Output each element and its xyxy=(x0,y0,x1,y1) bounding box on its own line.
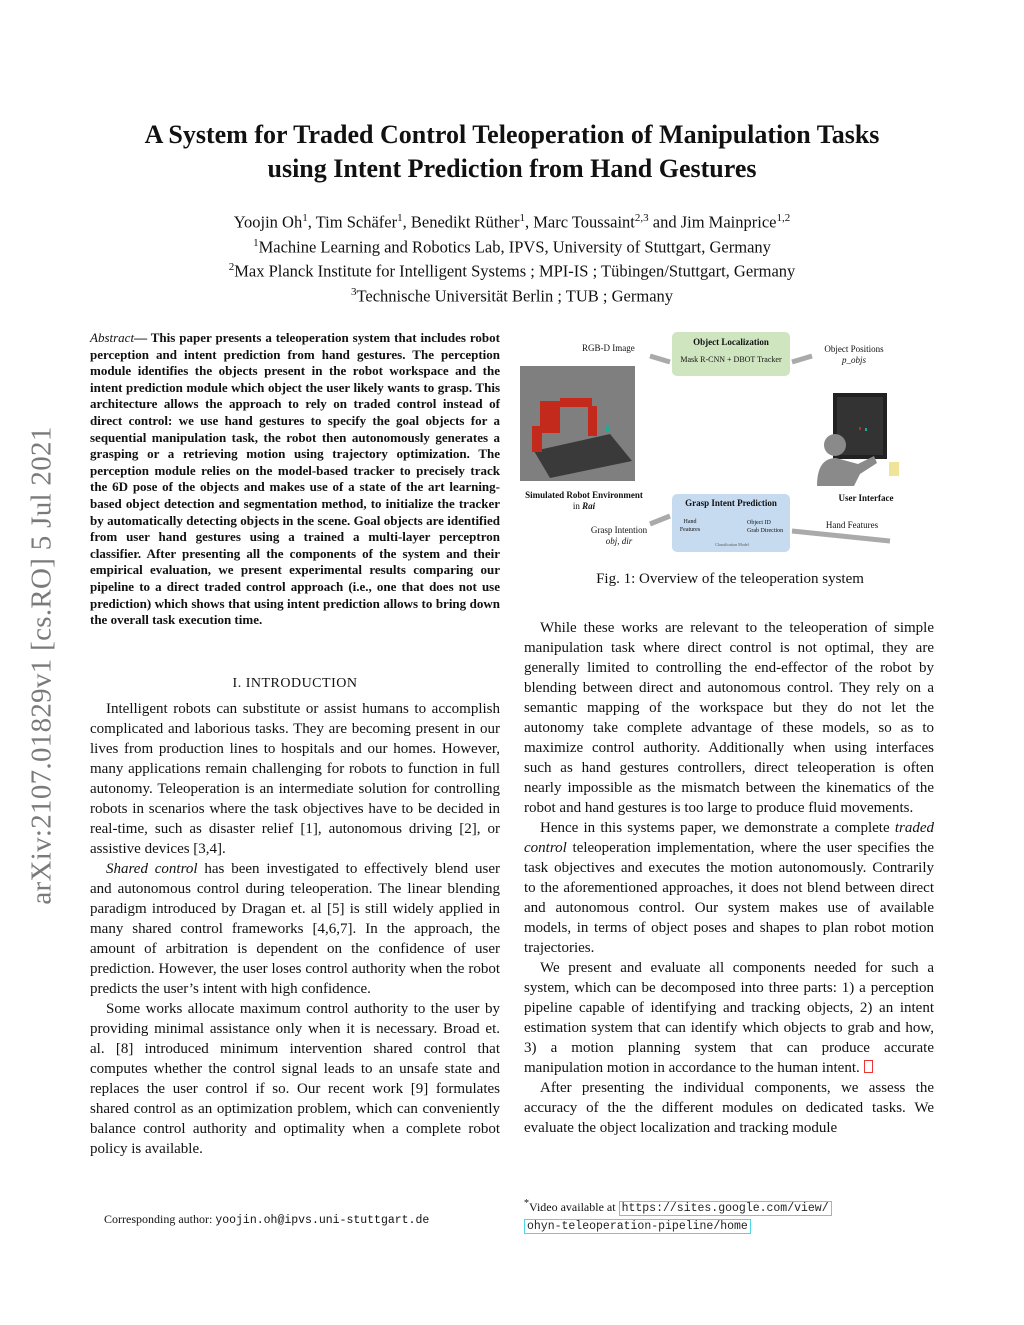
paragraph: After presenting the individual components, we assess the accuracy of the the different modules on dedicated tasks. We evaluate the object localization and tracking module xyxy=(524,1080,934,1136)
footnote-link-marker[interactable] xyxy=(864,1060,873,1073)
affiliation-text: Machine Learning and Robotics Lab, IPVS, University of Stuttgart, Germany xyxy=(258,237,771,256)
box-object-localization-title: Object Localization xyxy=(693,337,769,347)
affiliation xyxy=(80,282,944,307)
right-column-body xyxy=(524,618,934,1138)
author-name: , Benedikt Rüther xyxy=(402,212,520,232)
arrow-grasp-to-intention xyxy=(650,516,670,524)
screen-object-red xyxy=(859,427,861,430)
paragraph-text: We present and evaluate all components needed for such a system, which can be decomposed into three parts: 1) a perception pipeline capable of identifying and tracking objects, 2) an intent estimation system that can identify which objects to grab and how, 3) a motion planning system that can produce accurate manipulation motion in accordance to the human intent. xyxy=(524,960,934,1076)
user-body xyxy=(817,456,877,486)
box-grasp-output-1: Object ID xyxy=(747,520,771,526)
abstract-text: — This paper presents a teleoperation system that includes robot perception and intent prediction from hand gestures. The perception module identifies the objects present in the robot workspace and the intent prediction module which object the user likely wants to grasp. This architecture allows the approach to rely on traded control instead of direct control: we use hand gestures to specify the goal objects for a sequential manipulation task, the robot then autonomously generates a grasping or a retrieving motion using trajectory optimization. The perception module relies on the model-based tracker to precisely track the 6D pose of the objects and makes use of a state of the art learning-based object detection and segmentation method, to initialize the tracker by automatically detecting objects in the scene. Goal objects are identified from user hand gestures using a trained a multi-layer perceptron classifier. After presenting all the components of the system and their empirical evaluation, we present experimental results comparing our pipeline to a direct traded control approach (i.e., one that does not use prediction) which shows that using intent prediction allows to bring down the overall task execution time. xyxy=(90,330,500,628)
sim-object xyxy=(605,426,610,431)
label-grasp-intention-symbol: obj, dir xyxy=(605,536,633,546)
box-object-localization-sub: Mask R-CNN + DBOT Tracker xyxy=(680,355,782,364)
label-object-positions xyxy=(812,344,896,366)
paragraph xyxy=(524,818,934,958)
box-grasp-outputs xyxy=(747,519,783,535)
section-heading-introduction: I. INTRODUCTION xyxy=(232,676,358,691)
author-sup: 1 xyxy=(397,212,403,224)
author-name: and Jim Mainprice xyxy=(648,212,777,232)
box-grasp-input: Hand Features xyxy=(679,519,701,533)
label-sim-env xyxy=(520,490,648,512)
affiliation-sup: 1 xyxy=(253,236,259,249)
label-object-positions-text: Object Positions xyxy=(824,344,884,354)
author-sup: 1,2 xyxy=(776,212,791,224)
paragraph: While these works are relevant to the teleoperation of simple manipulation task where direct control is not optimal, they are generally limited to controlling the end-effector of the robot by blending between direct and autonomous control. They rely on a semantic mapping of the workspace but they do not let the autonomy take complete advantage of these models, so as to maximize control authority. Additionally when using interfaces such as hand gestures controllers, direct teleoperation is often nearly impossible as the mismatch between the kinematics of the robot and hand gestures is too large to produce fluid movements. xyxy=(524,620,934,816)
corresponding-author xyxy=(104,1212,429,1227)
affiliation-text: Technische Universität Berlin ; TUB ; Germany xyxy=(356,286,674,305)
paragraph-text: teleoperation implementation, where the user specifies the task objectives and executes the motion autonomously. Contrarily to the aforementioned approaches, it does not blend between direct and autonomous control. Our system makes use of available models, in terms of object poses and shapes to plan robot motion trajectories. xyxy=(524,840,934,956)
figure-overview xyxy=(520,326,940,566)
paper-title xyxy=(80,118,944,186)
affiliation xyxy=(80,257,944,282)
paragraph xyxy=(524,958,934,1078)
paragraph: Some works allocate maximum control authority to the user by providing minimal assistance only when it is necessary. Broad et. al. [8] introduced minimum intervention shared control that computes whether the control signal leads to an unsafe state and replaces the user control if so. Our recent work [9] formulates shared control as an optimization problem, which can conveniently balance control authority and optimality when a complete robot policy is available. xyxy=(90,1001,500,1157)
left-column-body xyxy=(90,699,500,1159)
label-rgbd: RGB-D Image xyxy=(582,343,635,353)
abstract-label: Abstract xyxy=(90,330,135,345)
robot-body xyxy=(540,401,560,433)
footnote-text: Video available at xyxy=(529,1200,619,1214)
box-grasp-output-2: Grab Direction xyxy=(747,528,784,534)
title-line-1: A System for Traded Control Teleoperation of Manipulation Tasks xyxy=(144,120,880,149)
author-name: , Marc Toussaint xyxy=(524,212,635,232)
box-grasp-intent xyxy=(672,494,790,552)
arxiv-identifier-text: arXiv:2107.01829v1 [cs.RO] 5 Jul 2021 xyxy=(25,426,58,905)
label-grasp-intention xyxy=(580,525,658,547)
label-object-positions-symbol: p_objs xyxy=(841,355,866,365)
affiliation xyxy=(80,233,944,258)
author-name: Yoojin Oh xyxy=(233,212,303,232)
corresponding-email[interactable]: yoojin.oh@ipvs.uni-stuttgart.de xyxy=(215,1214,430,1227)
robot-arm-left xyxy=(560,398,592,407)
label-user-interface: User Interface xyxy=(838,493,894,503)
hand-tracker xyxy=(889,462,899,476)
arrow-rgbd-to-localization xyxy=(650,356,670,362)
affiliation-sup: 2 xyxy=(228,261,235,273)
emphasis: traded control xyxy=(524,820,934,856)
box-object-localization xyxy=(672,332,790,376)
abstract xyxy=(90,330,500,629)
corresponding-label: Corresponding author: xyxy=(104,1212,216,1226)
paragraph xyxy=(90,859,500,999)
author-name: , Tim Schäfer xyxy=(307,212,398,232)
footnote xyxy=(524,1196,936,1235)
box-grasp-intent-title: Grasp Intent Prediction xyxy=(685,498,777,508)
label-sim-env-rai: Rai xyxy=(582,501,596,511)
author-sup: 2,3 xyxy=(634,212,649,224)
screen-object-green xyxy=(865,428,867,431)
paragraph-text: has been investigated to effectively blend user and autonomous control during teleoperation. The linear blending paradigm introduced by Dragan et. al [5] is still widely applied in many shared control frameworks [4,6,7]. In the approach, the amount of arbitration is dependent on the confidence of user prediction. However, the user loses control authority when the robot predicts the user’s intent with high confidence. xyxy=(90,861,500,997)
affiliation-text: Max Planck Institute for Intelligent Systems ; MPI-IS ; Tübingen/Stuttgart, Germany xyxy=(234,261,796,281)
affiliation-sup: 3 xyxy=(350,285,357,298)
user-head xyxy=(824,434,846,456)
label-sim-env-in-text: in xyxy=(572,501,583,511)
author-sup: 1 xyxy=(302,212,308,224)
author-sup: 1 xyxy=(519,212,525,224)
arxiv-identifier xyxy=(22,378,62,953)
arrow-hand-to-grasp xyxy=(792,531,890,541)
emphasis: Shared control xyxy=(106,861,198,877)
footnote-link[interactable]: ohyn-teleoperation-pipeline/home xyxy=(524,1219,751,1234)
arrow-localization-to-positions xyxy=(792,356,812,362)
paragraph-text: Hence in this systems paper, we demonstrate a complete xyxy=(540,820,895,836)
label-sim-env-title: Simulated Robot Environment xyxy=(525,490,643,500)
figure-caption: Fig. 1: Overview of the teleoperation system xyxy=(596,571,864,587)
label-grasp-intention-text: Grasp Intention xyxy=(590,525,648,535)
robot-arm-right xyxy=(588,406,597,436)
author-block xyxy=(80,208,944,306)
paragraph: Intelligent robots can substitute or assist humans to accomplish complicated and laborious tasks. They are becoming present in our lives from production lines to hospitals and our homes. However, many applications remain challenging for robots to function in full autonomy. Teleoperation is an intermediate solution for controlling robots in scenarios where the task objectives have to be decided in real-time, such as disaster relief [1], autonomous driving [2], or assistive devices [3,4]. xyxy=(90,701,500,857)
robot-arm-base xyxy=(532,426,542,452)
author-list xyxy=(80,208,944,233)
footnote-mark: * xyxy=(524,1198,529,1209)
box-grasp-model: Classification Model xyxy=(715,542,749,547)
label-hand-features: Hand Features xyxy=(825,520,879,530)
footnote-link[interactable]: https://sites.google.com/view/ xyxy=(619,1201,832,1216)
title-line-2: using Intent Prediction from Hand Gestures xyxy=(267,154,757,183)
label-sim-env-in xyxy=(520,501,648,512)
